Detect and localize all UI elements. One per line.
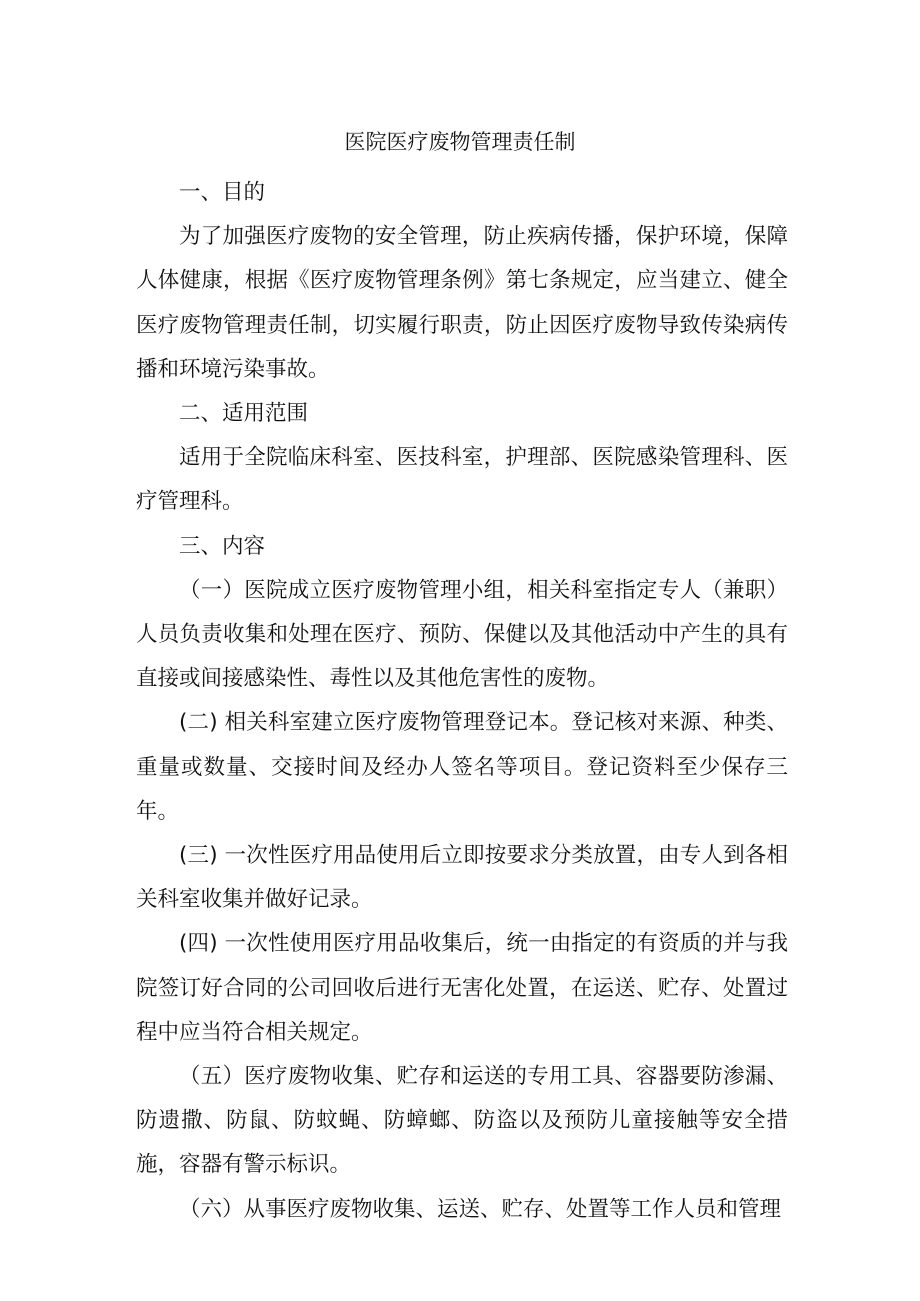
paragraph-item-2: (二) 相关科室建立医疗废物管理登记本。登记核对来源、种类、重量或数量、交接时间及经办人签名等项目。登记资料至少保存三年。: [136, 710, 788, 824]
paragraph-item-6: （六）从事医疗废物收集、运送、贮存、处置等工作人员和管理: [179, 1196, 782, 1222]
section-heading-scope: 二、适用范围: [179, 401, 309, 427]
paragraph-item-4: (四) 一次性使用医疗用品收集后，统一由指定的有资质的并与我院签订好合同的公司回收后进行无害化处置，在运送、贮存、处置过程中应当符合相关规定。: [136, 931, 788, 1045]
paragraph-item-1: （一）医院成立医疗废物管理小组，相关科室指定专人（兼职）人员负责收集和处理在医疗、预防、保健以及其他活动中产生的具有直接或间接感染性、毒性以及其他危害性的废物。: [136, 577, 788, 692]
section-heading-purpose: 一、目的: [179, 180, 266, 205]
paragraph-purpose: 为了加强医疗废物的安全管理，防止疾病传播，保护环境，保障人体健康，根据《医疗废物管理条例》第七条规定，应当建立、健全医疗废物管理责任制，切实履行职责，防止因医疗废物导致传染病传播和环境污染事故。: [136, 224, 788, 382]
section-heading-content: 三、内容: [179, 533, 266, 559]
document-body: [136, 171, 788, 1232]
paragraph-scope: 适用于全院临床科室、医技科室，护理部、医院感染管理科、医疗管理科。: [136, 445, 788, 515]
paragraph-item-3: (三) 一次性医疗用品使用后立即按要求分类放置，由专人到各相关科室收集并做好记录。: [136, 843, 788, 913]
paragraph-item-5: （五）医疗废物收集、贮存和运送的专用工具、容器要防渗漏、防遗撒、防鼠、防蚊蝇、防蟑螂、防盗以及预防儿童接触等安全措施，容器有警示标识。: [136, 1064, 788, 1178]
document-title: 医院医疗废物管理责任制: [344, 130, 576, 154]
